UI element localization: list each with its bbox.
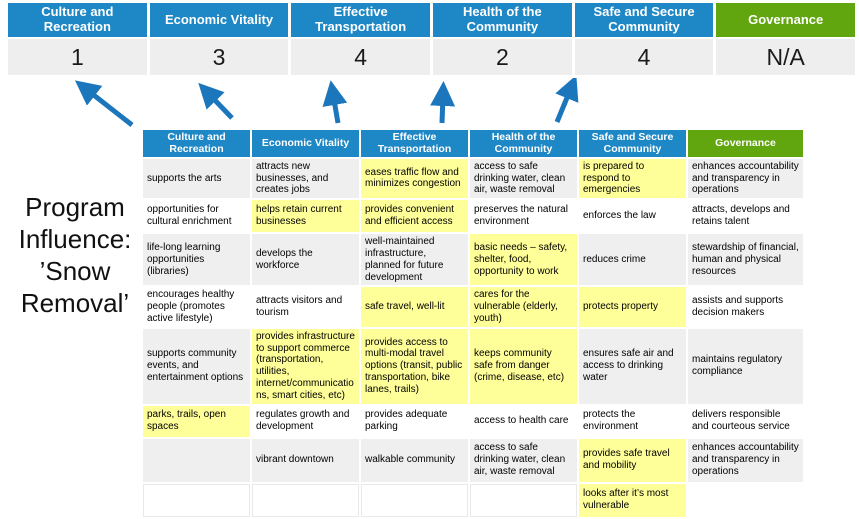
arrow-icon-1 bbox=[86, 89, 132, 125]
matrix-cell: attracts visitors and tourism bbox=[251, 286, 360, 327]
matrix-cell: keeps community safe from danger (crime, disease, etc) bbox=[469, 328, 578, 405]
matrix-cell: develops the workforce bbox=[251, 233, 360, 286]
matrix-cell: regulates growth and development bbox=[251, 405, 360, 438]
matrix-cell: helps retain current businesses bbox=[251, 199, 360, 233]
matrix-cell: access to safe drinking water, clean air, waste removal bbox=[469, 158, 578, 199]
scoreboard-header: Effective Transportation bbox=[291, 3, 430, 37]
arrow-icon-3 bbox=[333, 94, 338, 123]
matrix-cell: ensures safe air and access to drinking water bbox=[578, 328, 687, 405]
matrix-cell: attracts, develops and retains talent bbox=[687, 199, 804, 233]
matrix-row bbox=[142, 438, 804, 483]
matrix-column-header: Culture and Recreation bbox=[142, 129, 251, 158]
matrix-cell bbox=[251, 483, 360, 518]
matrix-cell bbox=[142, 483, 251, 518]
scoreboard-score: 1 bbox=[8, 39, 147, 75]
scoreboard-header-row bbox=[8, 3, 855, 37]
matrix-cell: vibrant downtown bbox=[251, 438, 360, 483]
matrix-cell: access to safe drinking water, clean air, waste removal bbox=[469, 438, 578, 483]
matrix-row bbox=[142, 405, 804, 438]
matrix-cell: access to health care bbox=[469, 405, 578, 438]
arrow-icon-2 bbox=[208, 93, 232, 118]
matrix-column-header: Governance bbox=[687, 129, 804, 158]
matrix-cell: is prepared to respond to emergencies bbox=[578, 158, 687, 199]
matrix-cell: enforces the law bbox=[578, 199, 687, 233]
matrix-column-header: Economic Vitality bbox=[251, 129, 360, 158]
matrix-cell bbox=[687, 483, 804, 518]
matrix-cell: protects property bbox=[578, 286, 687, 327]
matrix-cell: walkable community bbox=[360, 438, 469, 483]
matrix-cell: looks after it’s most vulnerable bbox=[578, 483, 687, 518]
influence-matrix-body bbox=[142, 129, 804, 518]
scoreboard-header: Governance bbox=[716, 3, 855, 37]
scoreboard-score-row bbox=[8, 39, 855, 75]
scoreboard-score: 4 bbox=[291, 39, 430, 75]
scoreboard-score: 2 bbox=[433, 39, 572, 75]
scoreboard bbox=[8, 3, 855, 75]
matrix-cell: life-long learning opportunities (libraries) bbox=[142, 233, 251, 286]
scoreboard-header: Health of the Community bbox=[433, 3, 572, 37]
up-arrows bbox=[55, 78, 595, 130]
matrix-column-header: Safe and Secure Community bbox=[578, 129, 687, 158]
matrix-cell: provides convenient and efficient access bbox=[360, 199, 469, 233]
matrix-cell: basic needs – safety, shelter, food, opportunity to work bbox=[469, 233, 578, 286]
matrix-cell bbox=[142, 438, 251, 483]
scoreboard-score: 3 bbox=[150, 39, 289, 75]
matrix-column-header: Health of the Community bbox=[469, 129, 578, 158]
matrix-header-row bbox=[142, 129, 804, 158]
scoreboard-score: 4 bbox=[575, 39, 714, 75]
matrix-cell: provides access to multi-modal travel options (transit, public transportation, bike lanes, trails) bbox=[360, 328, 469, 405]
program-influence-label: Program Influence: ’Snow Removal’ bbox=[18, 192, 132, 318]
matrix-cell: provides safe travel and mobility bbox=[578, 438, 687, 483]
matrix-cell: supports the arts bbox=[142, 158, 251, 199]
scoreboard-header: Economic Vitality bbox=[150, 3, 289, 37]
scoreboard-score: N/A bbox=[716, 39, 855, 75]
matrix-cell: well-maintained infrastructure, planned for future development bbox=[360, 233, 469, 286]
matrix-cell bbox=[469, 483, 578, 518]
matrix-cell: stewardship of financial, human and physical resources bbox=[687, 233, 804, 286]
matrix-cell: maintains regulatory compliance bbox=[687, 328, 804, 405]
matrix-cell: provides infrastructure to support commerce (transportation, utilities, internet/communications, smart cities, etc) bbox=[251, 328, 360, 405]
matrix-row bbox=[142, 286, 804, 327]
matrix-cell: opportunities for cultural enrichment bbox=[142, 199, 251, 233]
arrow-icon-4 bbox=[442, 95, 443, 123]
matrix-column-header: Effective Transportation bbox=[360, 129, 469, 158]
scoreboard-header: Safe and Secure Community bbox=[575, 3, 714, 37]
matrix-row bbox=[142, 328, 804, 405]
matrix-cell: safe travel, well-lit bbox=[360, 286, 469, 327]
matrix-row bbox=[142, 483, 804, 518]
matrix-cell: enhances accountability and transparency in operations bbox=[687, 438, 804, 483]
matrix-cell: preserves the natural environment bbox=[469, 199, 578, 233]
matrix-row bbox=[142, 158, 804, 199]
matrix-cell: enhances accountability and transparency in operations bbox=[687, 158, 804, 199]
influence-matrix-wrap bbox=[141, 128, 805, 519]
matrix-cell: protects the environment bbox=[578, 405, 687, 438]
matrix-row bbox=[142, 233, 804, 286]
influence-matrix bbox=[141, 128, 805, 519]
matrix-cell: encourages healthy people (promotes active lifestyle) bbox=[142, 286, 251, 327]
matrix-cell: attracts new businesses, and creates jobs bbox=[251, 158, 360, 199]
matrix-cell: assists and supports decision makers bbox=[687, 286, 804, 327]
matrix-cell: provides adequate parking bbox=[360, 405, 469, 438]
matrix-cell: eases traffic flow and minimizes congestion bbox=[360, 158, 469, 199]
matrix-cell: supports community events, and entertainment options bbox=[142, 328, 251, 405]
matrix-cell: parks, trails, open spaces bbox=[142, 405, 251, 438]
matrix-cell: cares for the vulnerable (elderly, youth) bbox=[469, 286, 578, 327]
matrix-cell: delivers responsible and courteous service bbox=[687, 405, 804, 438]
matrix-row bbox=[142, 199, 804, 233]
matrix-cell bbox=[360, 483, 469, 518]
arrow-icon-5 bbox=[557, 88, 571, 122]
scoreboard-header: Culture and Recreation bbox=[8, 3, 147, 37]
matrix-cell: reduces crime bbox=[578, 233, 687, 286]
